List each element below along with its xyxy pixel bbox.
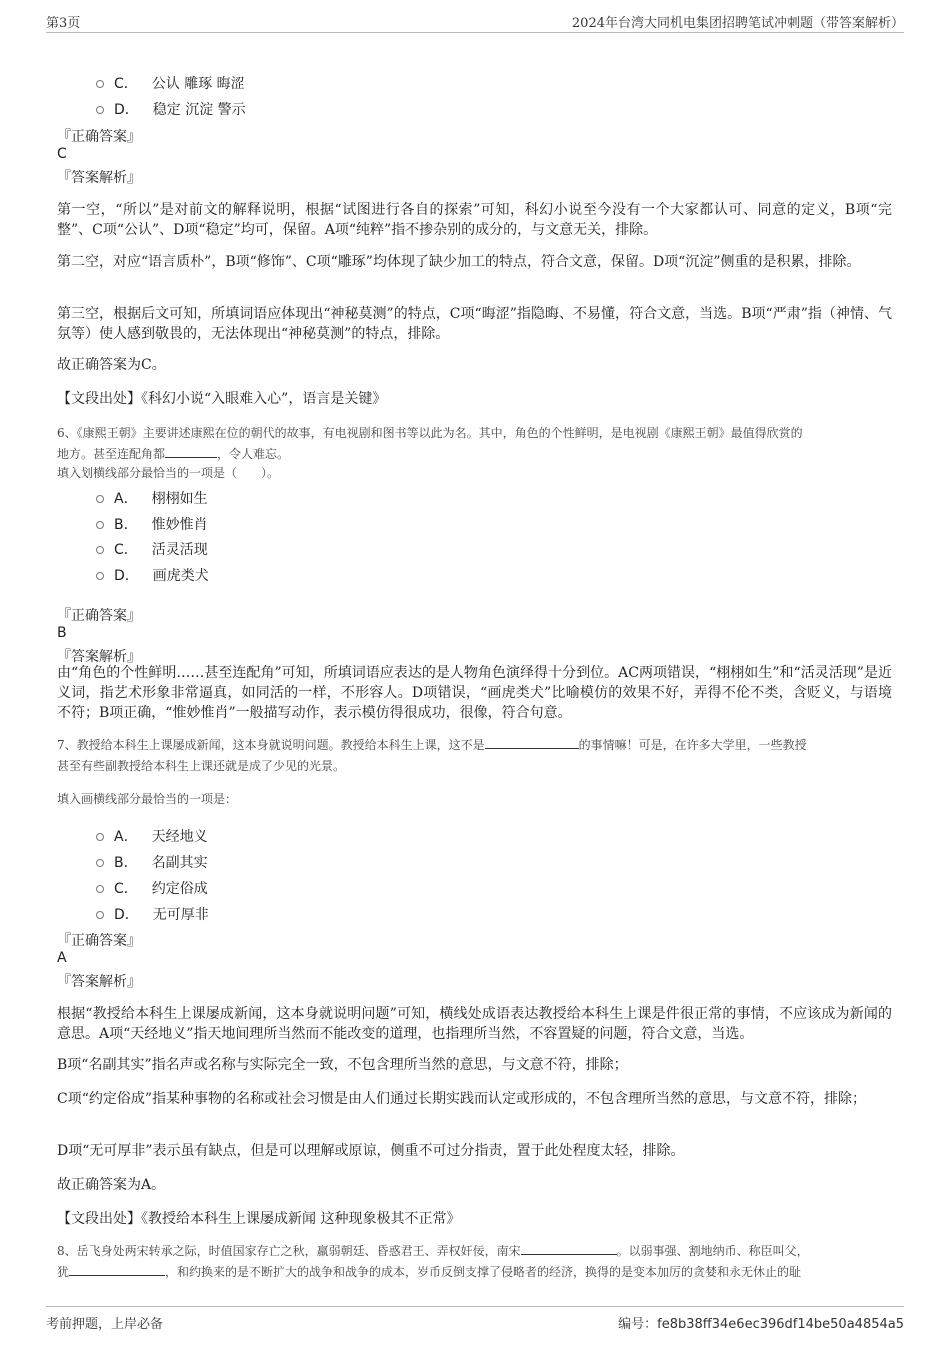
- q7-analysis-p1: 根据“教授给本科生上课屡成新闻，这本身就说明问题”可知，横线处成语表达教授给本科生上课是件很正常的事情，不应该成为新闻的意思。A项“天经地义”指天地间理所当然而不能改变的道理，也指理所当然，不容置疑的问题，符合文意，当选。: [57, 1006, 892, 1042]
- q7-stem: 7、教授给本科生上课屡成新闻，这本身就说明问题。教授给本科生上课，这不是 的事情嘛！可是，在许多大学里，一些教授 甚至有些副教授给本科生上课还就是成了少见的光景。: [57, 738, 807, 773]
- radio-icon[interactable]: [96, 572, 104, 580]
- page-number: 第3页: [46, 16, 81, 31]
- radio-icon[interactable]: [96, 859, 104, 867]
- q7-analysis-p3: C项“约定俗成”指某种事物的名称或社会习惯是由人们通过长期实践而认定或形成的，不包含理所当然的意思，与文意不符，排除；: [57, 1091, 867, 1107]
- document-code: 编号：fe8b38ff34e6ec396df14be50a4854a5: [618, 1317, 904, 1332]
- q7-analysis-p2: B项“名副其实”指名声或名称与实际完全一致，不包含理所当然的意思，与文意不符，排除；: [57, 1057, 628, 1073]
- radio-icon[interactable]: [96, 495, 104, 503]
- q5-analysis-p1: 第一空，“所以”是对前文的解释说明，根据“试图进行各自的探索”可知，科幻小说至今没有一个大家都认可、同意的定义，B项“完整”、C项“公认”、D项“稳定”均可，保留。A项“纯粹”指不掺杂别的成分的，与文意无关，排除。: [57, 202, 892, 238]
- q5-analysis-p4: 故正确答案为C。: [57, 357, 166, 373]
- footer-slogan: 考前押题，上岸必备: [46, 1317, 164, 1332]
- radio-icon[interactable]: [96, 80, 104, 88]
- radio-icon[interactable]: [96, 521, 104, 529]
- q5-source: 【文段出处】《科幻小说“入眼难入心”，语言是关键》: [57, 391, 387, 407]
- radio-icon[interactable]: [96, 885, 104, 893]
- fill-blank: [485, 736, 579, 749]
- radio-icon[interactable]: [96, 833, 104, 841]
- q7-analysis-label: 『答案解析』: [57, 974, 141, 990]
- q5-analysis-label: 『答案解析』: [57, 170, 141, 186]
- radio-icon[interactable]: [96, 106, 104, 114]
- fill-blank: [165, 445, 217, 458]
- q6-answer-label: 『正确答案』: [57, 608, 141, 624]
- q6-analysis-label: 『答案解析』: [57, 649, 141, 665]
- q7-prompt: 填入画横线部分最恰当的一项是：: [57, 792, 238, 806]
- q5-analysis-p2: 第二空，对应“语言质朴”，B项“修饰”、C项“雕琢”均体现了缺少加工的特点，符合文意，保留。D项“沉淀”侧重的是积累，排除。: [57, 254, 861, 270]
- q6-answer: B: [57, 625, 67, 641]
- q7-option-d[interactable]: D． 无可厚非: [96, 904, 209, 924]
- q5-option-c[interactable]: C． 公认 雕琢 晦涩: [96, 73, 245, 93]
- q7-option-c[interactable]: C． 约定俗成: [96, 878, 208, 898]
- q7-source: 【文段出处】《教授给本科生上课屡成新闻 这种现象极其不正常》: [57, 1211, 461, 1227]
- fill-blank: [69, 1263, 165, 1276]
- q6-option-b[interactable]: B． 惟妙惟肖: [96, 514, 208, 534]
- q7-answer: A: [57, 950, 67, 966]
- q5-answer-label: 『正确答案』: [57, 129, 141, 145]
- document-title: 2024年台湾大同机电集团招聘笔试冲刺题（带答案解析）: [571, 16, 904, 31]
- q7-option-b[interactable]: B． 名副其实: [96, 852, 208, 872]
- fill-blank: [521, 1242, 617, 1255]
- q6-prompt: 填入划横线部分最恰当的一项是（ ）。: [57, 466, 280, 480]
- q7-option-a[interactable]: A． 天经地义: [96, 826, 208, 846]
- header-divider: [46, 32, 904, 33]
- q5-analysis-p3: 第三空，根据后文可知，所填词语应体现出“神秘莫测”的特点，C项“晦涩”指隐晦、不易懂，符合文意，当选。B项“严肃”指（神情、气氛等）使人感到敬畏的，无法体现出“神秘莫测”的特点，排除。: [57, 306, 892, 342]
- q6-option-a[interactable]: A． 栩栩如生: [96, 488, 208, 508]
- q6-option-d[interactable]: D． 画虎类犬: [96, 565, 209, 585]
- radio-icon[interactable]: [96, 911, 104, 919]
- q7-answer-label: 『正确答案』: [57, 933, 141, 949]
- q6-option-c[interactable]: C． 活灵活现: [96, 539, 208, 559]
- radio-icon[interactable]: [96, 546, 104, 554]
- q6-analysis: 由“角色的个性鲜明……甚至连配角”可知，所填词语应表达的是人物角色演绎得十分到位。AC两项错误，“栩栩如生”和“活灵活现”是近义词，指艺术形象非常逼真，如同活的一样，不形容人。D项错误，“画虎类犬”比喻模仿的效果不好，弄得不伦不类，含贬义，与语境不符；B项正确，“惟妙惟肖”一般描写动作，表示模仿得很成功，很像，符合句意。: [57, 665, 892, 721]
- q5-option-d[interactable]: D． 稳定 沉淀 警示: [96, 99, 246, 119]
- q8-stem: 8、岳飞身处两宋转承之际，时值国家存亡之秋，羸弱朝廷、昏惑君王、弄权奸佞，南宋 。以弱事强、割地纳币、称臣叫父， 犹 ，和约换来的是不断扩大的战争和战争的成本，岁币反倒支撑了侵略者的经济，换得的是变本加厉的贪婪和永无休止的耻: [57, 1244, 809, 1279]
- q7-analysis-p5: 故正确答案为A。: [57, 1177, 166, 1193]
- footer-divider: [46, 1306, 904, 1307]
- q5-answer: C: [57, 146, 67, 162]
- q7-analysis-p4: D项“无可厚非”表示虽有缺点，但是可以理解或原谅，侧重不可过分指责，置于此处程度太轻，排除。: [57, 1143, 685, 1159]
- q6-stem: 6、《康熙王朝》主要讲述康熙在位的朝代的故事，有电视剧和图书等以此为名。其中，角色的个性鲜明，是电视剧《康熙王朝》最值得欣赏的 地方。甚至连配角都 ，令人难忘。: [57, 426, 803, 461]
